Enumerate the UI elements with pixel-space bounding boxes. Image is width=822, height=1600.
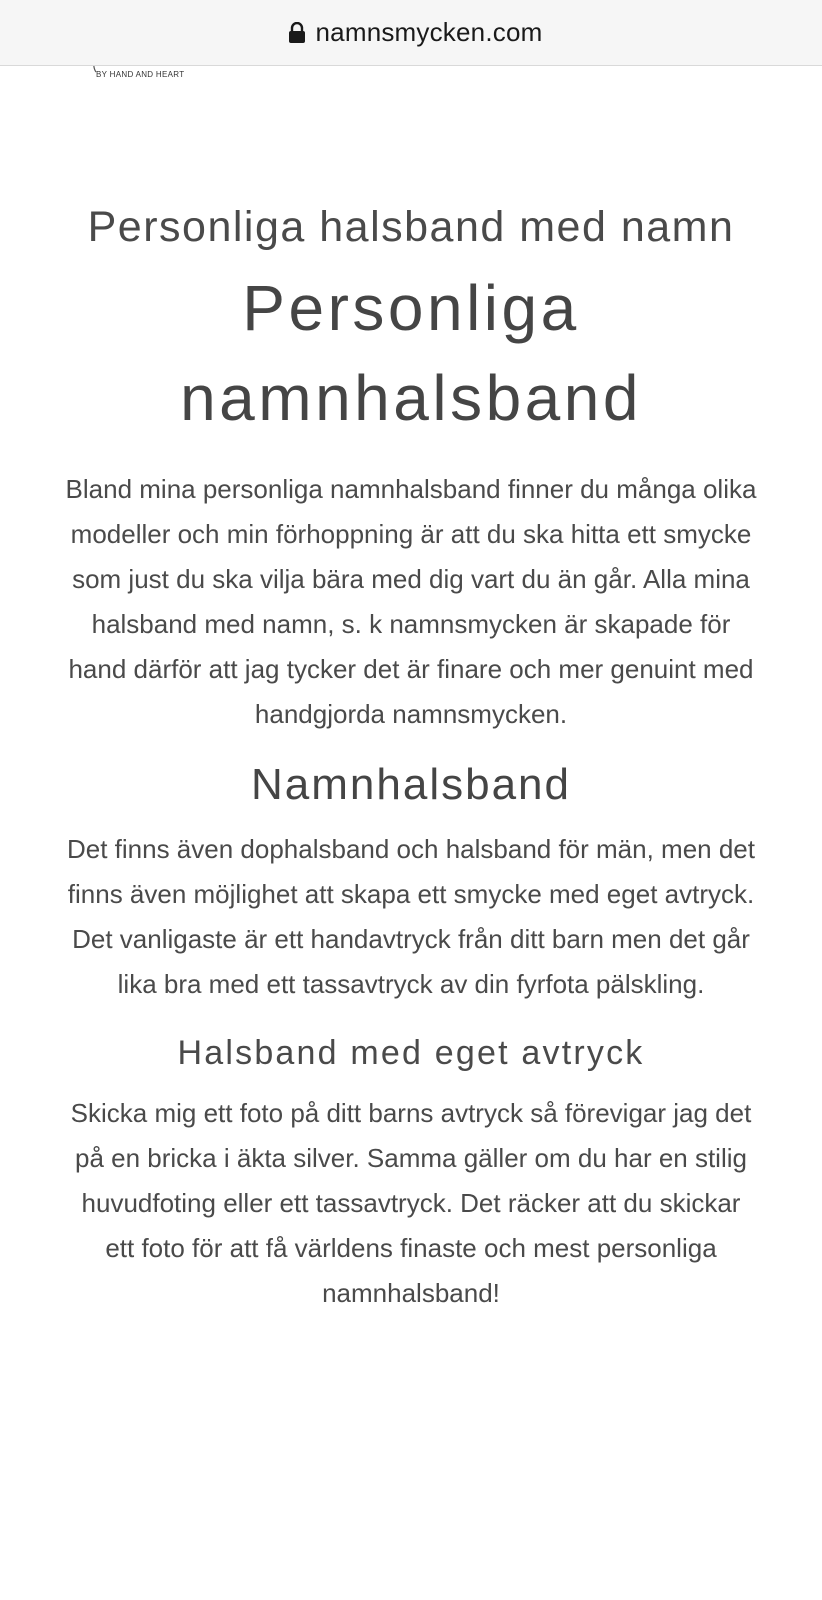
- browser-address-bar[interactable]: [0, 0, 822, 66]
- site-header: [0, 66, 822, 90]
- url-text[interactable]: namnsmycken.com: [315, 17, 543, 47]
- section-paragraph-namnhalsband: Det finns även dophalsband och halsband för män, men det finns även möjlighet att skapa ett smycke med eget avtryck. Det vanligaste är ett handavtryck från ditt barn men det går lika bra med ett tassavtryck av din fyrfota pälskling.: [66, 834, 755, 999]
- logo-tagline: BY HAND AND HEART: [96, 70, 185, 79]
- address-bar-content[interactable]: [288, 17, 543, 48]
- section-heading-avtryck: Halsband med eget avtryck: [177, 1034, 645, 1072]
- page-subtitle: Personliga halsband med namn: [87, 203, 735, 251]
- nav-decoration: [380, 66, 680, 72]
- main-content: [60, 195, 762, 1316]
- section-heading-namnhalsband: Namnhalsband: [251, 760, 571, 809]
- lock-icon: [288, 22, 306, 44]
- section-paragraph-avtryck: Skicka mig ett foto på ditt barns avtryck så förevigar jag det på en bricka i äkta silver. Samma gäller om du har en stilig huvudfoting eller ett tassavtryck. Det räcker att du skickar ett foto för att få världens finaste och mest personliga namnhalsband!: [70, 1098, 752, 1308]
- intro-paragraph: Bland mina personliga namnhalsband finner du många olika modeller och min förhoppning är att du ska hitta ett smycke som just du ska vilja bära med dig vart du än går. Alla mina halsband med namn, s. k namnsmycken är skapade för hand därför att jag tycker det är finare och mer genuint med handgjorda namnsmycken.: [65, 474, 757, 729]
- page-title: Personliga namnhalsband: [180, 272, 642, 434]
